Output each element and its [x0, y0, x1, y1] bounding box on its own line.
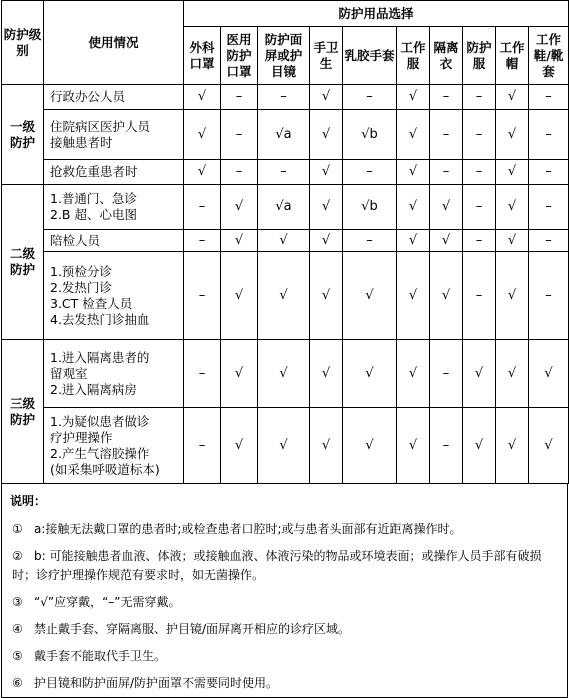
header-col: 隔离衣 [430, 27, 463, 85]
mark-cell: √ [397, 160, 430, 185]
mark-cell: √ [529, 340, 569, 408]
mark-cell: √ [184, 85, 221, 110]
mark-cell: – [184, 252, 221, 340]
mark-cell: √ [397, 230, 430, 252]
ppe-table [1, 0, 569, 484]
note-number: ⑥ [12, 676, 23, 690]
note-item [2, 516, 567, 543]
mark-cell: √ [310, 408, 343, 484]
mark-cell: – [430, 110, 463, 160]
header-usage: 使用情况 [44, 1, 184, 85]
usage-line: 住院病区医护人员 [50, 118, 151, 134]
note-item [2, 643, 567, 670]
mark-cell: √ [258, 408, 310, 484]
mark-cell: √ [221, 252, 258, 340]
note-number: ③ [12, 595, 23, 609]
notes-section [1, 484, 568, 698]
usage-cell [44, 230, 184, 252]
mark-cell: √ [310, 160, 343, 185]
mark-cell: √ [496, 230, 529, 252]
header-level: 防护级别 [2, 1, 44, 85]
table-row [2, 340, 569, 408]
usage-line: 2.发热门诊 [50, 279, 112, 295]
mark-cell: √ [258, 230, 310, 252]
header-col: 医用防护口罩 [221, 27, 258, 85]
usage-line: 抢救危重患者时 [50, 164, 138, 179]
ppe-document [1, 0, 568, 698]
mark-cell: – [529, 160, 569, 185]
mark-cell: √ [184, 160, 221, 185]
table-row [2, 110, 569, 160]
mark-cell: – [529, 185, 569, 230]
usage-line: 接触患者时 [50, 134, 113, 150]
usage-line: 疗护理操作 [50, 429, 113, 445]
usage-cell [44, 185, 184, 230]
mark-cell: – [430, 340, 463, 408]
usage-line: 3.CT 检查人员 [50, 295, 133, 311]
header-col: 乳胶手套 [343, 27, 397, 85]
mark-cell: – [529, 252, 569, 340]
mark-cell: √ [310, 185, 343, 230]
mark-cell: √ [496, 252, 529, 340]
usage-cell [44, 408, 184, 484]
usage-cell [44, 85, 184, 110]
note-item [2, 670, 567, 697]
mark-cell: √a [258, 110, 310, 160]
mark-cell: √ [221, 408, 258, 484]
mark-cell: √ [496, 160, 529, 185]
usage-line: 2.进入隔离病房 [50, 381, 137, 397]
mark-cell: – [463, 252, 496, 340]
mark-cell: √ [221, 230, 258, 252]
mark-cell: √ [343, 408, 397, 484]
usage-line: 陪检人员 [50, 232, 101, 248]
mark-cell: √ [310, 110, 343, 160]
note-number: ① [12, 522, 23, 536]
mark-cell: √ [397, 110, 430, 160]
mark-cell: √ [496, 85, 529, 110]
mark-cell: √ [430, 185, 463, 230]
mark-cell: √ [430, 252, 463, 340]
note-text: 戴手套不能取代手卫生。 [34, 649, 167, 663]
mark-cell: – [463, 185, 496, 230]
mark-cell: – [529, 230, 569, 252]
mark-cell: √ [496, 110, 529, 160]
note-item [2, 589, 567, 616]
mark-cell: – [258, 85, 310, 110]
mark-cell: – [221, 85, 258, 110]
mark-cell: – [343, 85, 397, 110]
header-col: 防护服 [463, 27, 496, 85]
mark-cell: √ [529, 408, 569, 484]
usage-line: 1.普通门、急诊 [50, 191, 137, 206]
note-item [2, 543, 567, 589]
usage-line: 2.B 超、心电图 [50, 207, 137, 222]
mark-cell: – [221, 110, 258, 160]
mark-cell: – [463, 160, 496, 185]
note-item [2, 616, 567, 643]
mark-cell: √ [310, 230, 343, 252]
note-number: ② [12, 549, 23, 563]
mark-cell: √ [343, 252, 397, 340]
header-col: 工作鞋/靴套 [529, 27, 569, 85]
mark-cell: √b [343, 185, 397, 230]
table-row [2, 252, 569, 340]
mark-cell: – [529, 85, 569, 110]
mark-cell: – [343, 230, 397, 252]
header-col: 手卫生 [310, 27, 343, 85]
mark-cell: √ [310, 252, 343, 340]
level-cell: 三级防护 [2, 340, 44, 484]
usage-line: (如采集呼吸道标本) [50, 461, 160, 477]
table-row [2, 230, 569, 252]
mark-cell: √ [496, 185, 529, 230]
usage-cell [44, 340, 184, 408]
level-cell: 二级防护 [2, 185, 44, 340]
note-number: ④ [12, 622, 23, 636]
notes-title: 说明： [10, 494, 47, 508]
note-text: a:接触无法戴口罩的患者时;或检查患者口腔时;或与患者头面部有近距离操作时。 [34, 522, 462, 536]
mark-cell: √ [184, 110, 221, 160]
mark-cell: √ [397, 340, 430, 408]
mark-cell: – [184, 340, 221, 408]
mark-cell: √ [221, 185, 258, 230]
table-row [2, 408, 569, 484]
mark-cell: √ [430, 230, 463, 252]
mark-cell: – [463, 230, 496, 252]
mark-cell: √ [463, 408, 496, 484]
usage-cell [44, 110, 184, 160]
note-text: “√”应穿戴，“–”无需穿戴。 [34, 595, 181, 609]
table-row [2, 185, 569, 230]
mark-cell: √a [258, 185, 310, 230]
header-col: 工作帽 [496, 27, 529, 85]
mark-cell: √ [496, 340, 529, 408]
mark-cell: √ [310, 85, 343, 110]
mark-cell: √ [496, 408, 529, 484]
note-text: 护目镜和防护面屏/防护面罩不需要同时使用。 [34, 676, 279, 690]
note-number: ⑤ [12, 649, 23, 663]
usage-cell [44, 252, 184, 340]
mark-cell: √ [310, 340, 343, 408]
mark-cell: – [430, 85, 463, 110]
usage-line: 留观室 [50, 365, 88, 381]
mark-cell: – [258, 160, 310, 185]
usage-cell [44, 160, 184, 185]
usage-line: 行政办公人员 [50, 89, 126, 104]
header-col: 防护面屏或护目镜 [258, 27, 310, 85]
mark-cell: √ [221, 340, 258, 408]
usage-line: 1.进入隔离患者的 [50, 349, 150, 365]
header-group: 防护用品选择 [184, 1, 569, 27]
header-col: 工作服 [397, 27, 430, 85]
usage-line: 2.产生气溶胶操作 [50, 445, 150, 461]
mark-cell: – [463, 85, 496, 110]
mark-cell: – [184, 230, 221, 252]
mark-cell: – [463, 110, 496, 160]
mark-cell: √ [258, 340, 310, 408]
mark-cell: √ [397, 185, 430, 230]
mark-cell: – [430, 408, 463, 484]
mark-cell: – [430, 160, 463, 185]
mark-cell: – [184, 185, 221, 230]
table-row [2, 160, 569, 185]
mark-cell: – [343, 160, 397, 185]
table-row [2, 85, 569, 110]
mark-cell: √ [463, 340, 496, 408]
usage-line: 4.去发热门诊抽血 [50, 311, 150, 327]
mark-cell: – [529, 110, 569, 160]
header-col: 外科口罩 [184, 27, 221, 85]
mark-cell: √ [343, 340, 397, 408]
note-text: b: 可能接触患者血液、体液；或接触血液、体液污染的物品或环境表面；或操作人员手部有破损时；诊疗护理操作规范有要求时，如无菌操作。 [12, 549, 542, 582]
mark-cell: – [184, 408, 221, 484]
level-cell: 一级防护 [2, 85, 44, 185]
mark-cell: √ [397, 85, 430, 110]
mark-cell: √ [397, 408, 430, 484]
note-text: 禁止戴手套、穿隔离服、护目镜/面屏离开相应的诊疗区域。 [34, 622, 351, 636]
mark-cell: √ [397, 252, 430, 340]
usage-line: 1.为疑似患者做诊 [50, 413, 150, 429]
mark-cell: – [221, 160, 258, 185]
mark-cell: √b [343, 110, 397, 160]
mark-cell: √ [258, 252, 310, 340]
usage-line: 1.预检分诊 [50, 263, 112, 279]
